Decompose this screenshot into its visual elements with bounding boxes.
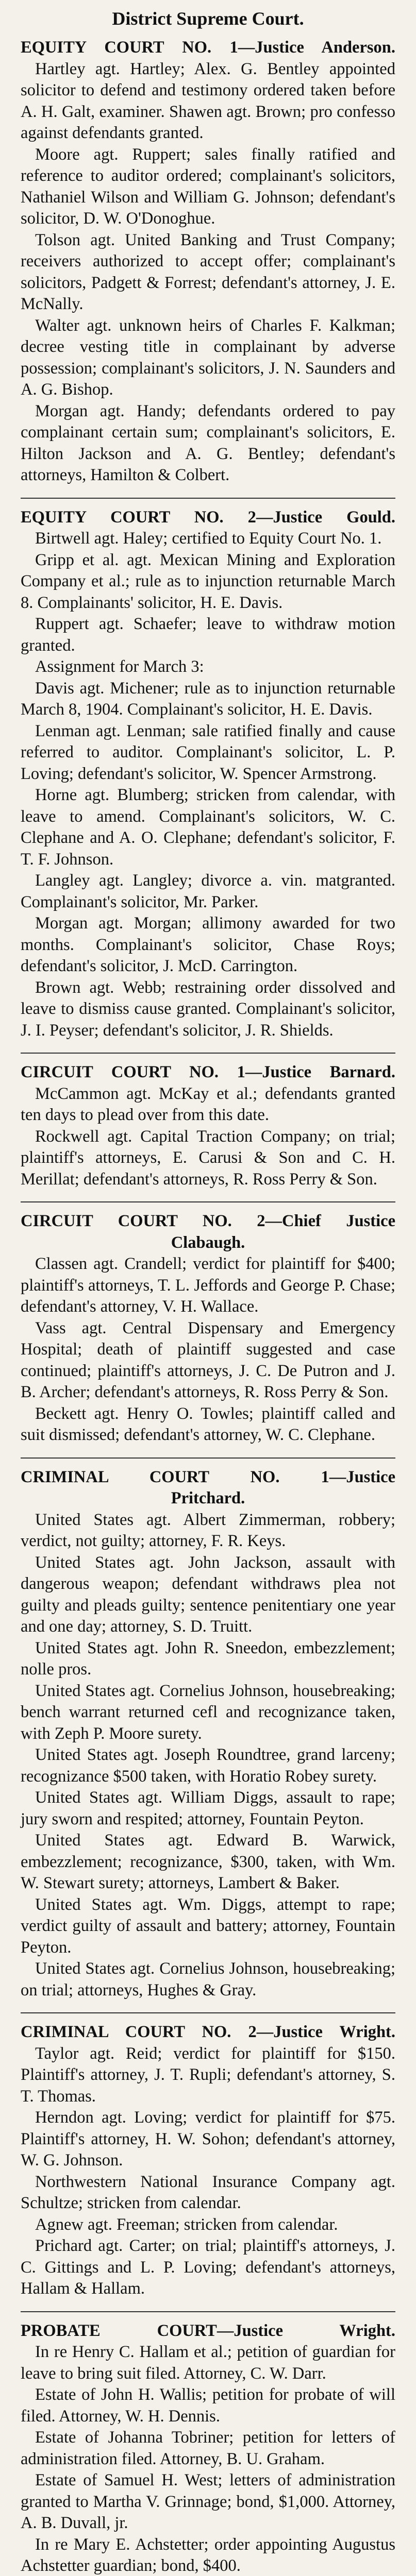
section-header [21, 2022, 395, 2043]
court-name: CIRCUIT COURT NO. 2 [21, 1212, 265, 1230]
case-entry: McCammon agt. McKay et al.; defendants granted ten days to plead over from this date. [21, 1083, 395, 1126]
justice-name: —Justice [329, 1468, 395, 1486]
case-entry: Brown agt. Webb; restraining order dissolved and leave to dismiss cause granted. Complainant's solicitor, J. I. Peyser; defendant's solicitor, J. R. Shields. [21, 977, 395, 1042]
court-section [21, 2311, 395, 2576]
justice-name: —Justice Gould. [256, 508, 395, 527]
case-entry: United States agt. Joseph Roundtree, grand larceny; recognizance $500 taken, with Horatio Robey surety. [21, 1744, 395, 1787]
case-entry: Morgan agt. Morgan; allimony awarded for two months. Complainant's solicitor, Chase Roys; defendant's solicitor, J. McD. Carrington. [21, 913, 395, 977]
case-entry: Morgan agt. Handy; defendants ordered to pay complainant certain sum; complainant's solicitors, E. Hilton Jackson and A. G. Bentley; defendant's attorneys, Hamilton & Colbert. [21, 401, 395, 486]
case-entry: United States agt. John Jackson, assault with dangerous weapon; defendant withdraws plea not guilty and pleads guilty; sentence penitentiary one year and one day; attorney, S. D. Truitt. [21, 1552, 395, 1638]
court-section [21, 2012, 395, 2300]
case-entry: Prichard agt. Carter; on trial; plaintiff's attorneys, J. C. Gittings and L. P. Loving; defendant's attorneys, Hallam & Hallam. [21, 2235, 395, 2300]
court-sections [21, 34, 395, 2576]
assignment-heading: Assignment for March 3: [21, 656, 395, 678]
case-entry: Moore agt. Ruppert; sales finally ratified and reference to auditor ordered; complainant's solicitors, Nathaniel Wilson and William G. Johnson; defendant's solicitor, D. W. O'Donoghue. [21, 144, 395, 230]
case-entry: Vass agt. Central Dispensary and Emergency Hospital; death of plaintiff suggested and case continued; plaintiff's attorneys, J. C. De Putron and J. B. Archer; defendant's attorneys, R. Ross Perry & Son. [21, 1318, 395, 1403]
case-entry: Taylor agt. Reid; verdict for plaintiff for $150. Plaintiff's attorney, J. T. Rupli; defendant's attorney, S. T. Thomas. [21, 2043, 395, 2108]
justice-name: —Chief Justice [265, 1212, 396, 1230]
case-entry: Lenman agt. Lenman; sale ratified finally and cause referred to auditor. Complainant's solicitor, L. P. Loving; defendant's solicitor, W. Spencer Armstrong. [21, 721, 395, 785]
justice-name-continued: Pritchard. [21, 1488, 395, 1510]
case-entry: Ruppert agt. Schaefer; leave to withdraw motion granted. [21, 614, 395, 656]
case-entry: Horne agt. Blumberg; stricken from calendar, with leave to amend. Complainant's solicitors, W. C. Clephane and A. O. Clephane; defendant's solicitor, F. T. F. Johnson. [21, 785, 395, 870]
case-entry: United States agt. Albert Zimmerman, robbery; verdict, not guilty; attorney, F. R. Keys. [21, 1510, 395, 1552]
section-header [21, 1467, 395, 1488]
court-name: EQUITY COURT NO. 1 [21, 38, 238, 57]
justice-name: —Justice Wright. [257, 2023, 395, 2041]
case-entry: Estate of Samuel H. West; letters of administration granted to Martha V. Grinnage; bond, $1,000. Attorney, A. B. Duvall, jr. [21, 2470, 395, 2534]
case-entry: United States agt. Wm. Diggs, attempt to rape; verdict guilty of assault and battery; attorney, Fountain Peyton. [21, 1894, 395, 1959]
court-section [21, 34, 395, 486]
case-entry: United States agt. Cornelius Johnson, housebreaking; on trial; attorneys, Hughes & Gray. [21, 1958, 395, 2001]
section-header [21, 1211, 395, 1232]
justice-name: —Justice Anderson. [238, 38, 395, 57]
court-section [21, 1458, 395, 2002]
case-entry: Beckett agt. Henry O. Towles; plaintiff called and suit dismissed; defendant's attorney, W. C. Clephane. [21, 1403, 395, 1446]
section-header [21, 1062, 395, 1083]
case-entry: Walter agt. unknown heirs of Charles F. Kalkman; decree vesting title in complainant by adverse possession; complainant's solicitors, J. N. Saunders and A. G. Bishop. [21, 315, 395, 401]
case-entry: United States agt. Edward B. Warwick, embezzlement; recognizance, $300, taken, with Wm. W. Stewart surety; attorneys, Lambert & Baker. [21, 1830, 395, 1894]
case-entry: Herndon agt. Loving; verdict for plaintiff for $75. Plaintiff's attorney, H. W. Sohon; defendant's attorney, W. G. Johnson. [21, 2107, 395, 2172]
case-entry: Estate of Johanna Tobriner; petition for letters of administration filed. Attorney, B. U. Graham. [21, 2427, 395, 2470]
case-entry: Rockwell agt. Capital Traction Company; on trial; plaintiff's attorneys, E. Carusi & Son and C. H. Merillat; defendant's attorneys, R. Ross Perry & Son. [21, 1126, 395, 1191]
court-section [21, 1201, 395, 1446]
court-name: PROBATE COURT [21, 2321, 217, 2340]
case-entry: Tolson agt. United Banking and Trust Company; receivers authorized to accept offer; complainant's solicitors, Padgett & Forrest; defendant's attorney, J. E. McNally. [21, 230, 395, 315]
justice-name: —Justice Wright. [217, 2321, 395, 2340]
justice-name: —Justice Barnard. [245, 1063, 395, 1081]
case-entry: Agnew agt. Freeman; stricken from calendar. [21, 2214, 395, 2236]
case-entry: Gripp et al. agt. Mexican Mining and Exploration Company et al.; rule as to injunction returnable March 8. Complainants' solicitor, H. E. Davis. [21, 550, 395, 614]
section-header [21, 2320, 395, 2342]
case-entry: United States agt. Cornelius Johnson, housebreaking; bench warrant returned cefl and recognizance taken, with Zeph P. Moore surety. [21, 1681, 395, 1745]
court-section [21, 1053, 395, 1190]
justice-name-continued: Clabaugh. [21, 1232, 395, 1254]
case-entry: Davis agt. Michener; rule as to injunction returnable March 8, 1904. Complainant's solicitor, H. E. Davis. [21, 678, 395, 721]
court-name: CRIMINAL COURT NO. 2 [21, 2023, 257, 2041]
case-entry: United States agt. William Diggs, assault to rape; jury sworn and respited; attorney, Fountain Peyton. [21, 1787, 395, 1830]
case-entry: Classen agt. Crandell; verdict for plaintiff for $400; plaintiff's attorneys, T. L. Jeffords and George P. Chase; defendant's attorney, V. H. Wallace. [21, 1253, 395, 1318]
case-entry: Northwestern National Insurance Company agt. Schultze; stricken from calendar. [21, 2172, 395, 2214]
case-entry: Langley agt. Langley; divorce a. vin. matgranted. Complainant's solicitor, Mr. Parker. [21, 870, 395, 913]
section-header [21, 507, 395, 529]
section-header [21, 37, 395, 59]
court-name: EQUITY COURT NO. 2 [21, 508, 256, 527]
case-entry: In re Henry C. Hallam et al.; petition of guardian for leave to bring suit filed. Attorney, C. W. Darr. [21, 2342, 395, 2384]
case-entry: Estate of John H. Wallis; petition for probate of will filed. Attorney, W. H. Dennis. [21, 2384, 395, 2427]
case-entry: United States agt. John R. Sneedon, embezzlement; nolle pros. [21, 1638, 395, 1681]
case-entry: In re Mary E. Achstetter; order appointing Augustus Achstetter guardian; bond, $400. [21, 2534, 395, 2576]
page-title: District Supreme Court. [21, 5, 395, 32]
case-entry: Birtwell agt. Haley; certified to Equity Court No. 1. [21, 528, 395, 550]
court-name: CIRCUIT COURT NO. 1 [21, 1063, 245, 1081]
court-section [21, 498, 395, 1042]
court-name: CRIMINAL COURT NO. 1 [21, 1468, 329, 1486]
case-entry: Hartley agt. Hartley; Alex. G. Bentley appointed solicitor to defend and testimony ordered taken before A. H. Galt, examiner. Shawen agt. Brown; pro confesso against defendants granted. [21, 59, 395, 144]
